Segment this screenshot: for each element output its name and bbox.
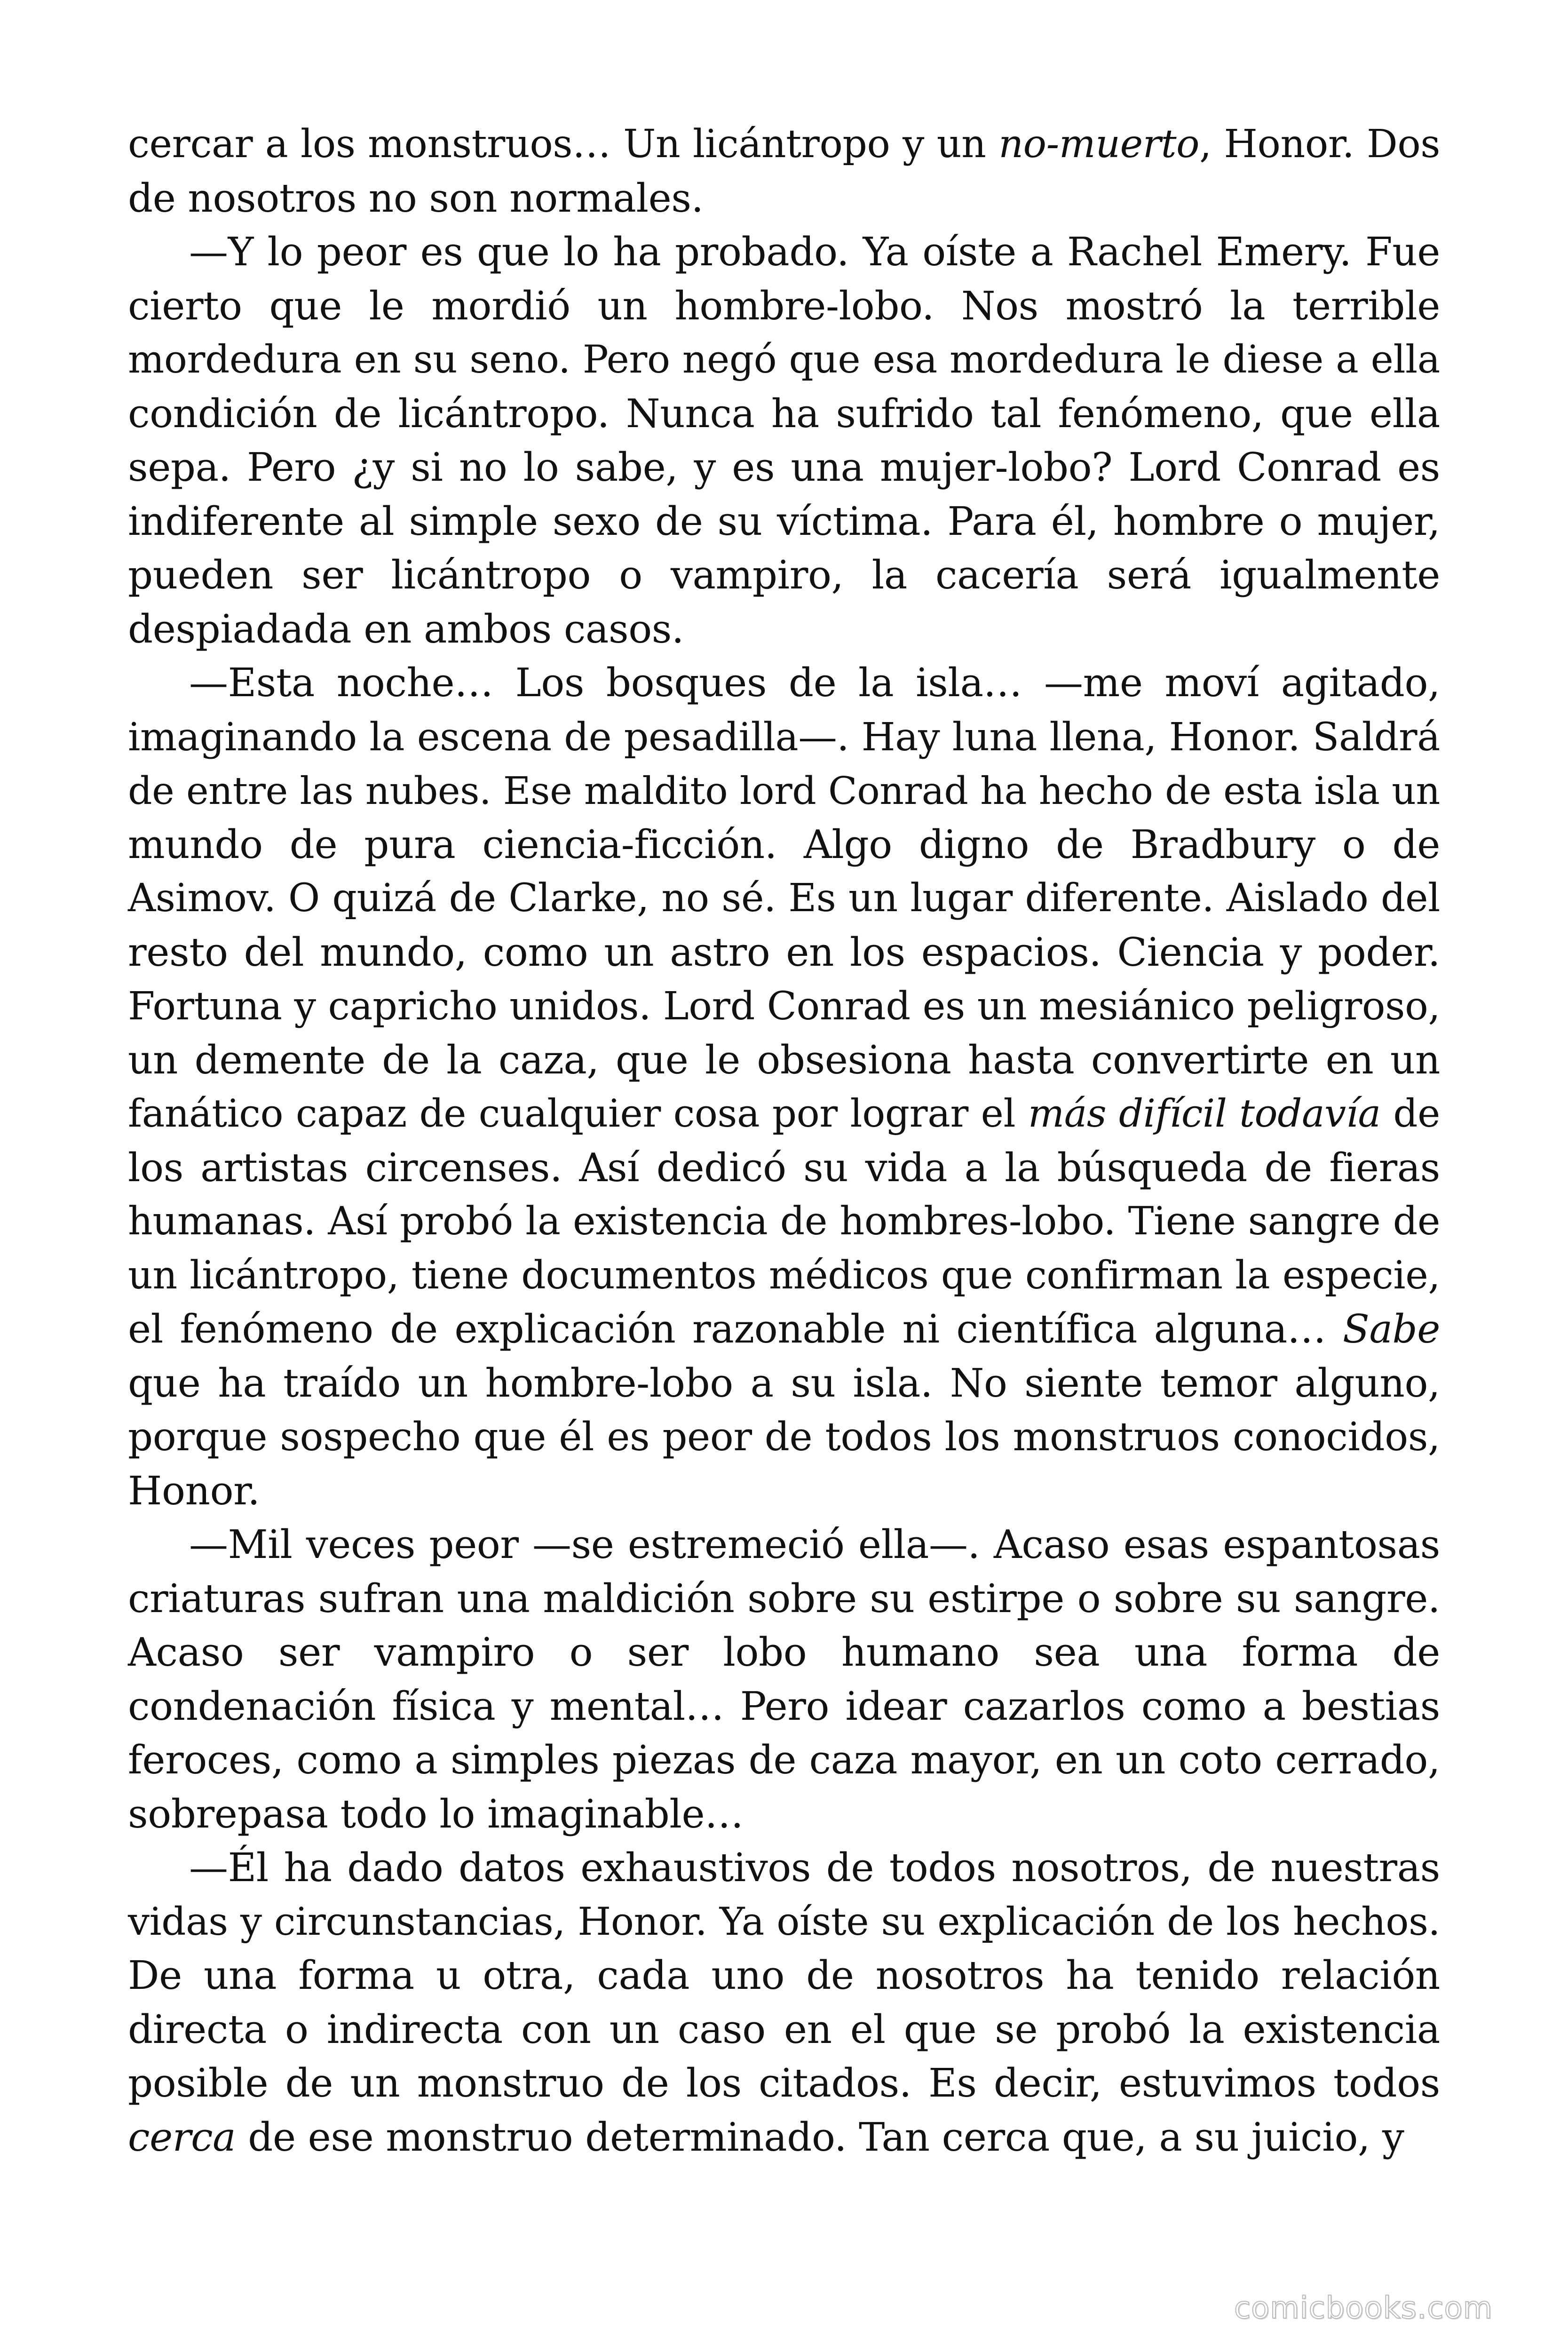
text-line	[128, 548, 1440, 603]
text-run: imaginando la escena de pesadilla—. Hay luna llena, Honor. Saldrá	[128, 714, 1440, 760]
text-run: despiadada en ambos casos.	[128, 606, 684, 652]
text-run: vidas y circunstancias, Honor. Ya oíste su explicación de los hechos.	[128, 1899, 1440, 1944]
text-run: mundo de pura ciencia-ficción. Algo digno de Bradbury o de	[128, 821, 1440, 867]
text-line	[128, 1195, 1440, 1249]
text-run: —Y lo peor es que lo ha probado. Ya oíste a Rachel Emery. Fue	[189, 229, 1440, 275]
text-line	[128, 872, 1440, 926]
text-line	[128, 1141, 1440, 1195]
text-run: sobrepasa todo lo imaginable…	[128, 1791, 744, 1837]
text-line	[128, 1087, 1440, 1141]
text-run: un licántropo, tiene documentos médicos que confirman la especie,	[128, 1253, 1440, 1298]
text-line	[128, 979, 1440, 1033]
text-run: los artistas circenses. Así dedicó su vida a la búsqueda de fieras	[128, 1144, 1440, 1191]
text-line	[128, 926, 1440, 980]
text-line	[128, 1680, 1440, 1734]
text-line	[128, 1464, 1440, 1518]
text-line	[128, 1788, 1440, 1842]
text-run: Asimov. O quizá de Clarke, no sé. Es un lugar diferente. Aislado del	[128, 876, 1440, 921]
text-run: cercar a los monstruos… Un licántropo y un	[128, 122, 999, 167]
text-line	[128, 118, 1440, 172]
text-line	[128, 2057, 1440, 2111]
text-line	[128, 1733, 1440, 1788]
text-run: , Honor. Dos	[1199, 122, 1441, 167]
text-line	[128, 1895, 1440, 1949]
text-line	[128, 1518, 1440, 1572]
text-run: Fortuna y capricho unidos. Lord Conrad es un mesiánico peligroso,	[128, 984, 1441, 1029]
text-run: De una forma u otra, cada uno de nosotros ha tenido relación	[128, 1953, 1440, 1998]
text-run: feroces, como a simples piezas de caza mayor, en un coto cerrado,	[128, 1737, 1440, 1783]
text-run: sepa. Pero ¿y si no lo sabe, y es una mujer-lobo? Lord Conrad es	[128, 445, 1440, 490]
text-run: de nosotros no son normales.	[128, 175, 704, 221]
text-run: posible de un monstruo de los citados. Es decir, estuvimos todos	[128, 2060, 1440, 2106]
text-run: Acaso ser vampiro o ser lobo humano sea una forma de	[128, 1629, 1440, 1675]
text-line	[128, 656, 1440, 710]
text-line	[128, 818, 1440, 872]
text-line	[128, 2111, 1440, 2165]
paragraph	[128, 118, 1440, 225]
text-line	[128, 279, 1440, 334]
text-run: condenación física y mental… Pero idear cazarlos como a bestias	[128, 1683, 1440, 1729]
text-line	[128, 1249, 1440, 1303]
text-line	[128, 1841, 1440, 1895]
paragraph	[128, 225, 1440, 656]
text-line	[128, 1303, 1440, 1357]
text-run: cierto que le mordió un hombre-lobo. Nos mostró la terrible	[128, 283, 1440, 329]
text-run: de ese monstruo determinado. Tan cerca que, a su juicio, y	[236, 2114, 1404, 2160]
text-line	[128, 1949, 1440, 2003]
watermark: comicbooks.com	[1234, 2291, 1493, 2326]
text-run: de	[1380, 1091, 1440, 1136]
text-run: pueden ser licántropo o vampiro, la cacería será igualmente	[128, 552, 1440, 598]
text-line	[128, 1410, 1440, 1464]
text-run: humanas. Así probó la existencia de hombres-lobo. Tiene sangre de	[128, 1199, 1440, 1244]
paragraph	[128, 1518, 1440, 1841]
text-run: directa o indirecta con un caso en el que se probó la existencia	[128, 2006, 1440, 2052]
text-run: indiferente al simple sexo de su víctima. Para él, hombre o mujer,	[128, 498, 1440, 544]
text-line	[128, 710, 1440, 764]
text-line	[128, 387, 1440, 441]
body-text	[128, 118, 1440, 2164]
text-line	[128, 225, 1440, 279]
text-line	[128, 495, 1440, 549]
text-line	[128, 2003, 1440, 2057]
text-line	[128, 172, 1440, 226]
text-run: el fenómeno de explicación razonable ni científica alguna…	[128, 1306, 1343, 1352]
text-line	[128, 441, 1440, 495]
text-run: mordedura en su seno. Pero negó que esa mordedura le diese a ella	[128, 337, 1440, 382]
italic-text: cerca	[128, 2114, 236, 2160]
text-run: Honor.	[128, 1468, 260, 1514]
text-run: porque sospecho que él es peor de todos los monstruos conocidos,	[128, 1414, 1440, 1460]
text-line	[128, 764, 1440, 818]
text-run: —Él ha dado datos exhaustivos de todos nosotros, de nuestras	[189, 1845, 1440, 1891]
text-line	[128, 1357, 1440, 1411]
italic-text: más difícil todavía	[1028, 1091, 1381, 1136]
text-run: de entre las nubes. Ese maldito lord Conrad ha hecho de esta isla un	[128, 769, 1440, 813]
italic-text: Sabe	[1343, 1306, 1440, 1352]
text-line	[128, 1572, 1440, 1626]
text-run: —Esta noche… Los bosques de la isla… —me moví agitado,	[189, 660, 1440, 706]
text-run: —Mil veces peor —se estremeció ella—. Acaso esas espantosas	[189, 1522, 1440, 1567]
text-line	[128, 1626, 1440, 1680]
text-line	[128, 1033, 1440, 1088]
text-run: que ha traído un hombre-lobo a su isla. No siente temor alguno,	[128, 1360, 1440, 1406]
text-run: fanático capaz de cualquier cosa por lograr el	[128, 1091, 1028, 1136]
text-run: condición de licántropo. Nunca ha sufrido tal fenómeno, que ella	[128, 390, 1440, 437]
text-line	[128, 333, 1440, 387]
italic-text: no-muerto	[998, 122, 1200, 167]
text-run: resto del mundo, como un astro en los espacios. Ciencia y poder.	[128, 929, 1440, 975]
paragraph	[128, 656, 1440, 1518]
paragraph	[128, 1841, 1440, 2164]
text-run: un demente de la caza, que le obsesiona hasta convertirte en un	[128, 1037, 1440, 1083]
text-line	[128, 603, 1440, 657]
text-run: criaturas sufran una maldición sobre su estirpe o sobre su sangre.	[128, 1575, 1440, 1621]
